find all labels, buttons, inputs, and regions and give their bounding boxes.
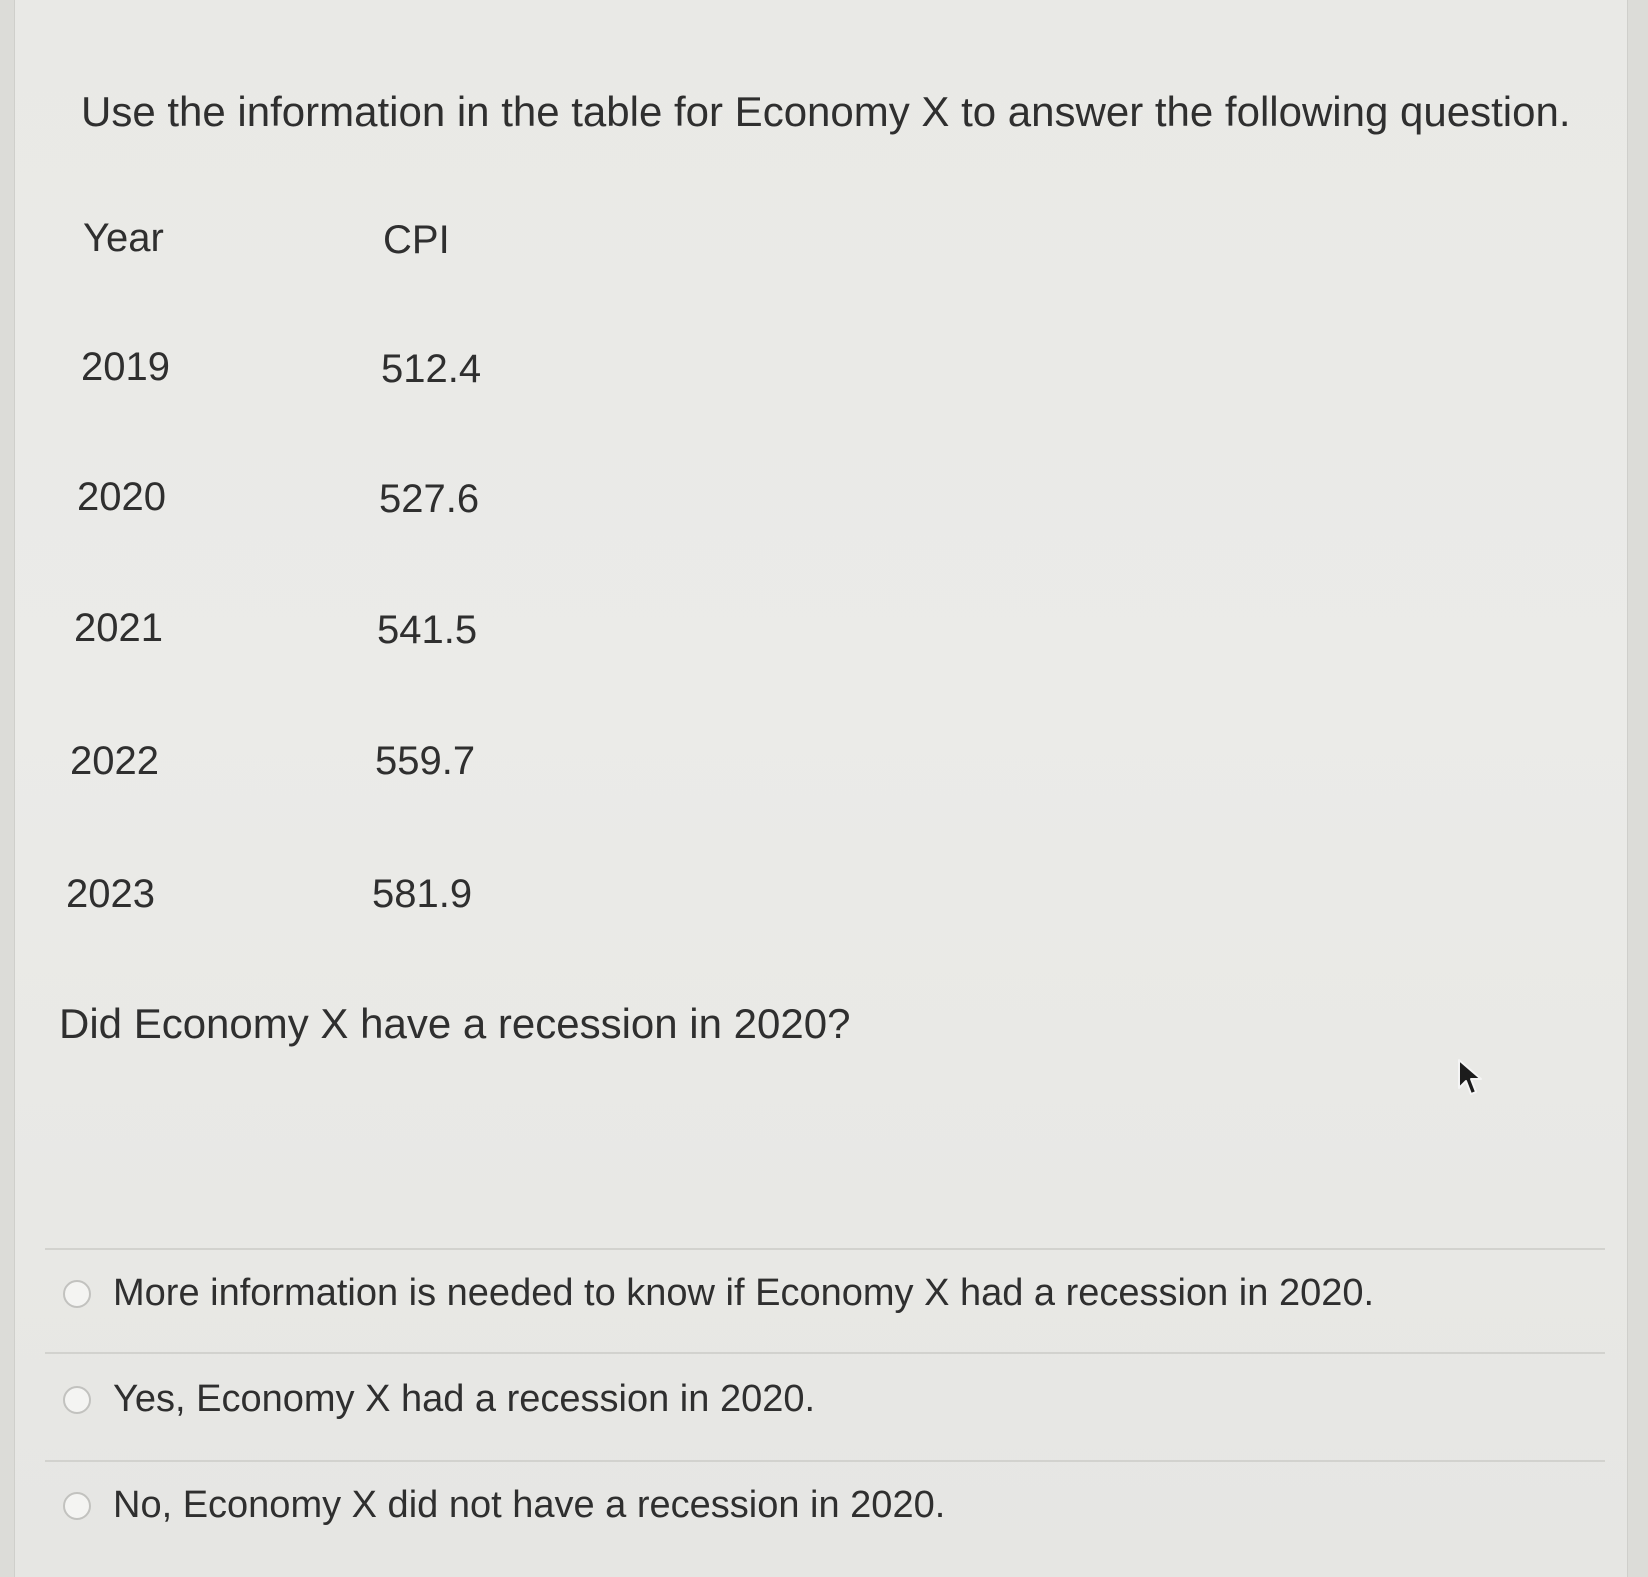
table-cell-year: 2019 <box>81 345 170 389</box>
table-cell-year: 2023 <box>66 872 155 916</box>
table-header-year: Year <box>83 216 164 260</box>
divider <box>45 1352 1605 1354</box>
mouse-pointer-icon <box>1456 1058 1488 1100</box>
answer-option-label: More information is needed to know if Economy X had a recession in 2020. <box>113 1272 1375 1314</box>
question-prompt: Use the information in the table for Economy X to answer the following question. <box>81 88 1571 135</box>
answer-option-no[interactable] <box>63 1484 945 1527</box>
page-left-edge <box>0 0 15 1577</box>
table-cell-cpi: 541.5 <box>377 608 478 652</box>
radio-circle-icon[interactable] <box>63 1280 91 1308</box>
divider <box>45 1248 1605 1250</box>
table-cell-cpi: 512.4 <box>381 347 482 391</box>
radio-circle-icon[interactable] <box>63 1386 91 1414</box>
table-cell-cpi: 559.7 <box>375 739 476 783</box>
table-cell-year: 2020 <box>77 475 166 519</box>
table-header-cpi: CPI <box>383 218 450 262</box>
question-text: Did Economy X have a recession in 2020? <box>59 1000 851 1047</box>
page-right-edge <box>1627 0 1648 1577</box>
divider <box>45 1460 1605 1462</box>
table-cell-cpi: 581.9 <box>372 872 473 916</box>
answer-option-yes[interactable] <box>63 1378 815 1421</box>
table-cell-year: 2022 <box>70 739 159 783</box>
answer-option-label: Yes, Economy X had a recession in 2020. <box>113 1378 816 1420</box>
answer-option-more-info[interactable] <box>63 1272 1374 1315</box>
answer-option-label: No, Economy X did not have a recession in 2020. <box>113 1484 946 1526</box>
question-panel <box>15 0 1627 1577</box>
radio-circle-icon[interactable] <box>63 1492 91 1520</box>
table-cell-cpi: 527.6 <box>379 477 480 521</box>
table-cell-year: 2021 <box>74 606 163 650</box>
